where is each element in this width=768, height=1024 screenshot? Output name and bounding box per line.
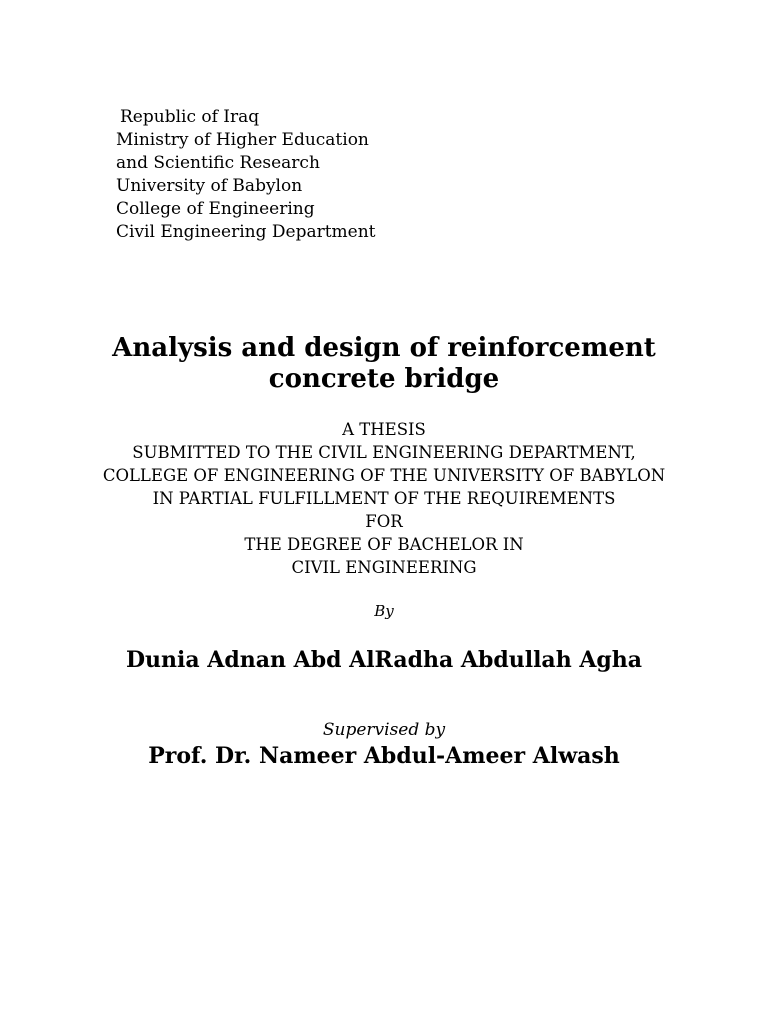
institution-block — [116, 106, 376, 244]
institution-line-ministry-cont: and Scientific Research — [116, 153, 320, 173]
institution-line-department: Civil Engineering Department — [116, 222, 376, 242]
by-label: By — [374, 602, 394, 620]
supervised-by-label: Supervised by — [322, 720, 446, 740]
thesis-statement-line: THE DEGREE OF BACHELOR IN — [244, 535, 524, 554]
thesis-statement-line: COLLEGE OF ENGINEERING OF THE UNIVERSITY OF BABYLON — [102, 466, 666, 485]
thesis-statement-line: IN PARTIAL FULFILLMENT OF THE REQUIREMENTS — [152, 489, 616, 508]
thesis-statement-line: SUBMITTED TO THE CIVIL ENGINEERING DEPARTMENT, — [132, 443, 636, 462]
institution-line-ministry: Ministry of Higher Education — [116, 130, 369, 150]
thesis-statement-line: CIVIL ENGINEERING — [291, 558, 477, 577]
thesis-title-line-2: concrete bridge — [268, 364, 500, 394]
institution-line-country: Republic of Iraq — [120, 107, 260, 127]
thesis-title-line-1: Analysis and design of reinforcement — [112, 333, 656, 363]
institution-line-university: University of Babylon — [116, 176, 303, 196]
thesis-statement — [0, 418, 768, 579]
thesis-title — [0, 333, 768, 395]
supervisor-name: Prof. Dr. Nameer Abdul-Ameer Alwash — [148, 743, 620, 769]
institution-line-college: College of Engineering — [116, 199, 315, 219]
author-name: Dunia Adnan Abd AlRadha Abdullah Agha — [125, 647, 643, 673]
thesis-statement-line: A THESIS — [342, 420, 426, 439]
thesis-statement-line: FOR — [365, 512, 403, 531]
